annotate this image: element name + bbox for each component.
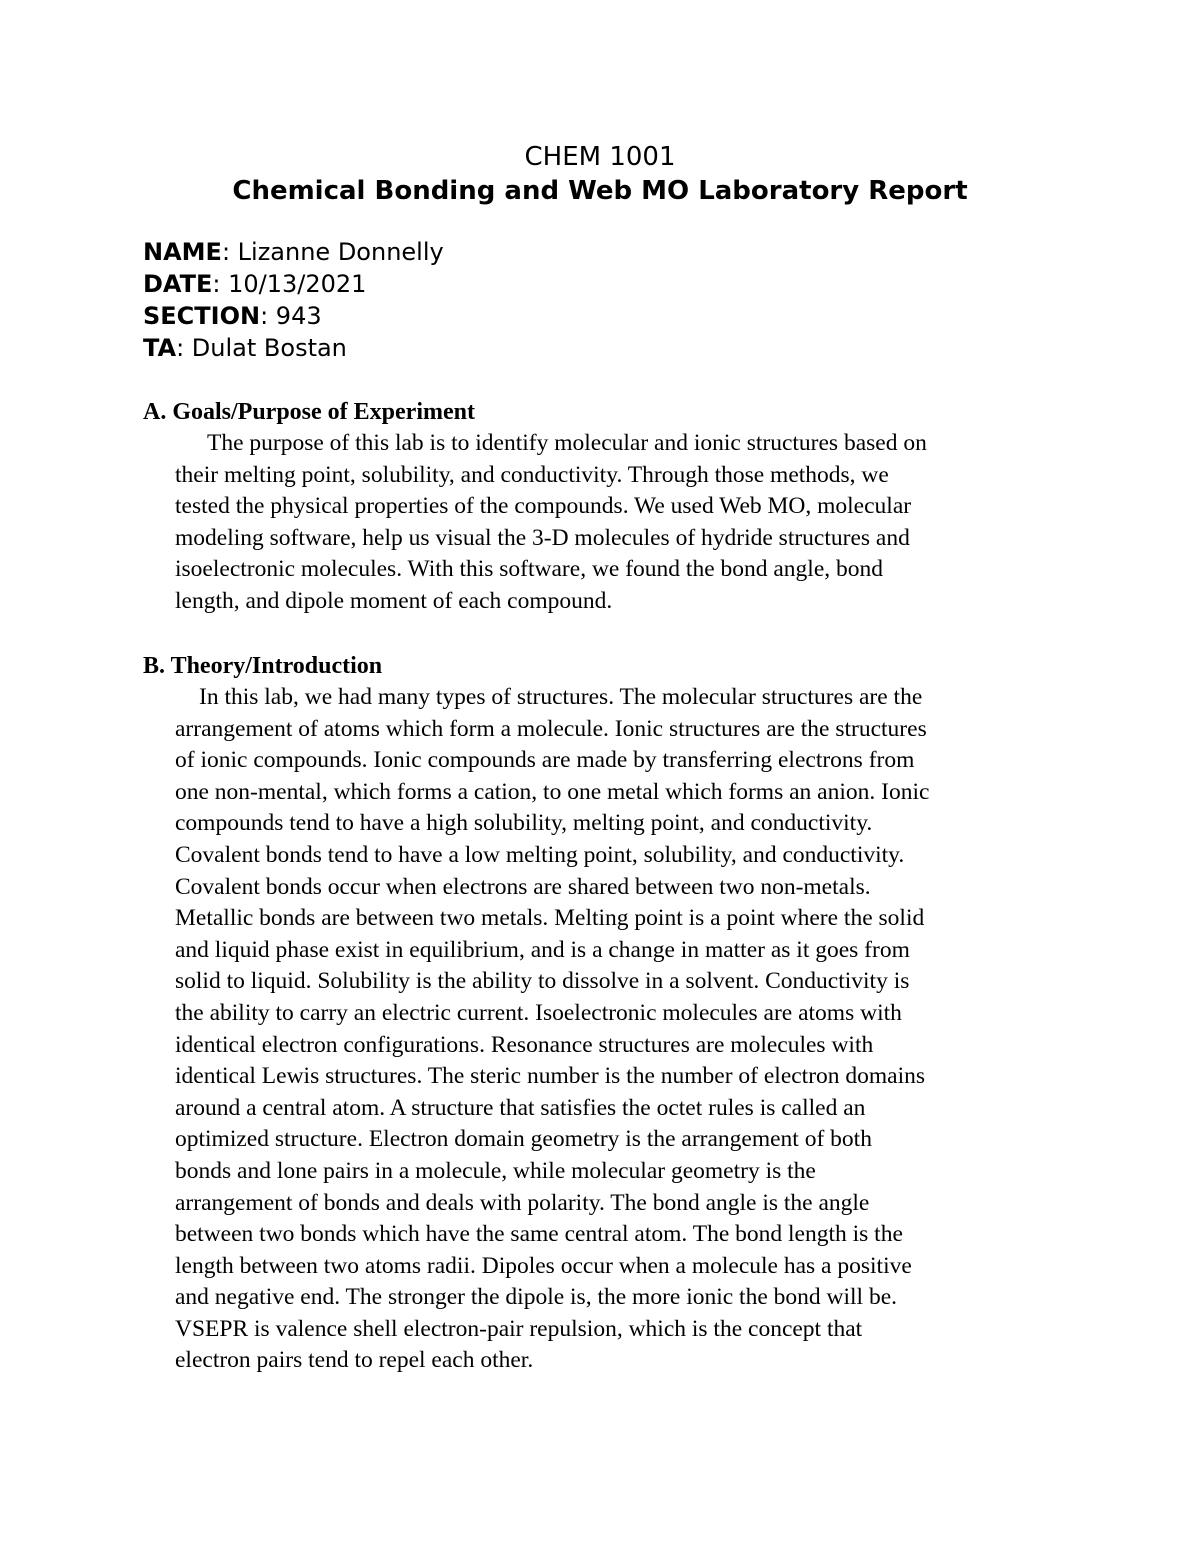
meta-value: : 943 <box>260 302 322 330</box>
body-line: tested the physical properties of the compounds. We used Web MO, molecular <box>175 493 912 520</box>
body-line: length between two atoms radii. Dipoles occur when a molecule has a positive <box>175 1252 912 1279</box>
body-line: Metallic bonds are between two metals. Melting point is a point where the solid <box>175 905 925 932</box>
body-line: Covalent bonds occur when electrons are shared between two non-metals. <box>175 873 871 900</box>
body-line: electron pairs tend to repel each other. <box>175 1347 534 1374</box>
body-line: solid to liquid. Solubility is the ability to dissolve in a solvent. Conductivity is <box>175 968 910 995</box>
meta-row-date <box>143 268 444 300</box>
section-theory <box>143 650 1073 1377</box>
body-line: around a central atom. A structure that satisfies the octet rules is called an <box>175 1094 866 1121</box>
body-line: and negative end. The stronger the dipole is, the more ionic the bond will be. <box>175 1284 898 1311</box>
body-line: identical Lewis structures. The steric number is the number of electron domains <box>175 1063 926 1090</box>
body-line: In this lab, we had many types of structures. The molecular structures are the <box>199 684 923 710</box>
body-line: between two bonds which have the same central atom. The bond length is the <box>175 1221 903 1248</box>
meta-key: NAME <box>143 238 222 266</box>
body-line: Covalent bonds tend to have a low melting point, solubility, and conductivity. <box>175 841 905 868</box>
body-line: of ionic compounds. Ionic compounds are made by transferring electrons from <box>175 747 915 774</box>
body-line: VSEPR is valence shell electron-pair repulsion, which is the concept that <box>175 1315 863 1342</box>
body-line: compounds tend to have a high solubility, melting point, and conductivity. <box>175 810 873 837</box>
section-body <box>143 682 1075 1377</box>
body-line: one non-mental, which forms a cation, to one metal which forms an anion. Ionic <box>175 778 930 805</box>
body-line: their melting point, solubility, and conductivity. Through those methods, we <box>175 461 889 488</box>
body-line: isoelectronic molecules. With this software, we found the bond angle, bond <box>175 556 884 583</box>
section-goals <box>143 396 1073 618</box>
course-title: CHEM 1001 <box>524 142 676 172</box>
body-line: the ability to carry an electric current. Isoelectronic molecules are atoms with <box>175 999 902 1026</box>
meta-value: : Lizanne Donnelly <box>221 238 444 266</box>
body-line: arrangement of bonds and deals with polarity. The bond angle is the angle <box>175 1189 870 1216</box>
meta-value: : Dulat Bostan <box>176 334 347 362</box>
body-line: modeling software, help us visual the 3-D molecules of hydride structures and <box>175 524 910 551</box>
section-heading: A. Goals/Purpose of Experiment <box>143 399 475 425</box>
meta-value: : 10/13/2021 <box>212 270 367 298</box>
body-line: and liquid phase exist in equilibrium, and is a change in matter as it goes from <box>175 936 910 963</box>
title-block <box>0 140 1200 208</box>
body-line: The purpose of this lab is to identify molecular and ionic structures based on <box>207 430 927 456</box>
section-heading: B. Theory/Introduction <box>143 653 383 679</box>
body-line: bonds and lone pairs in a molecule, while molecular geometry is the <box>175 1157 816 1184</box>
report-title: Chemical Bonding and Web MO Laboratory Report <box>232 176 968 206</box>
body-line: length, and dipole moment of each compound. <box>175 587 613 614</box>
meta-row-ta <box>143 332 444 364</box>
meta-key: DATE <box>143 270 213 298</box>
section-body <box>143 428 1075 618</box>
meta-row-section <box>143 300 444 332</box>
body-line: identical electron configurations. Resonance structures are molecules with <box>175 1031 874 1058</box>
meta-row-name <box>143 236 444 268</box>
body-line: arrangement of atoms which form a molecule. Ionic structures are the structures <box>175 715 927 742</box>
meta-key: TA <box>143 334 177 362</box>
meta-key: SECTION <box>143 302 261 330</box>
body-line: optimized structure. Electron domain geometry is the arrangement of both <box>175 1126 872 1153</box>
student-info <box>143 236 444 364</box>
